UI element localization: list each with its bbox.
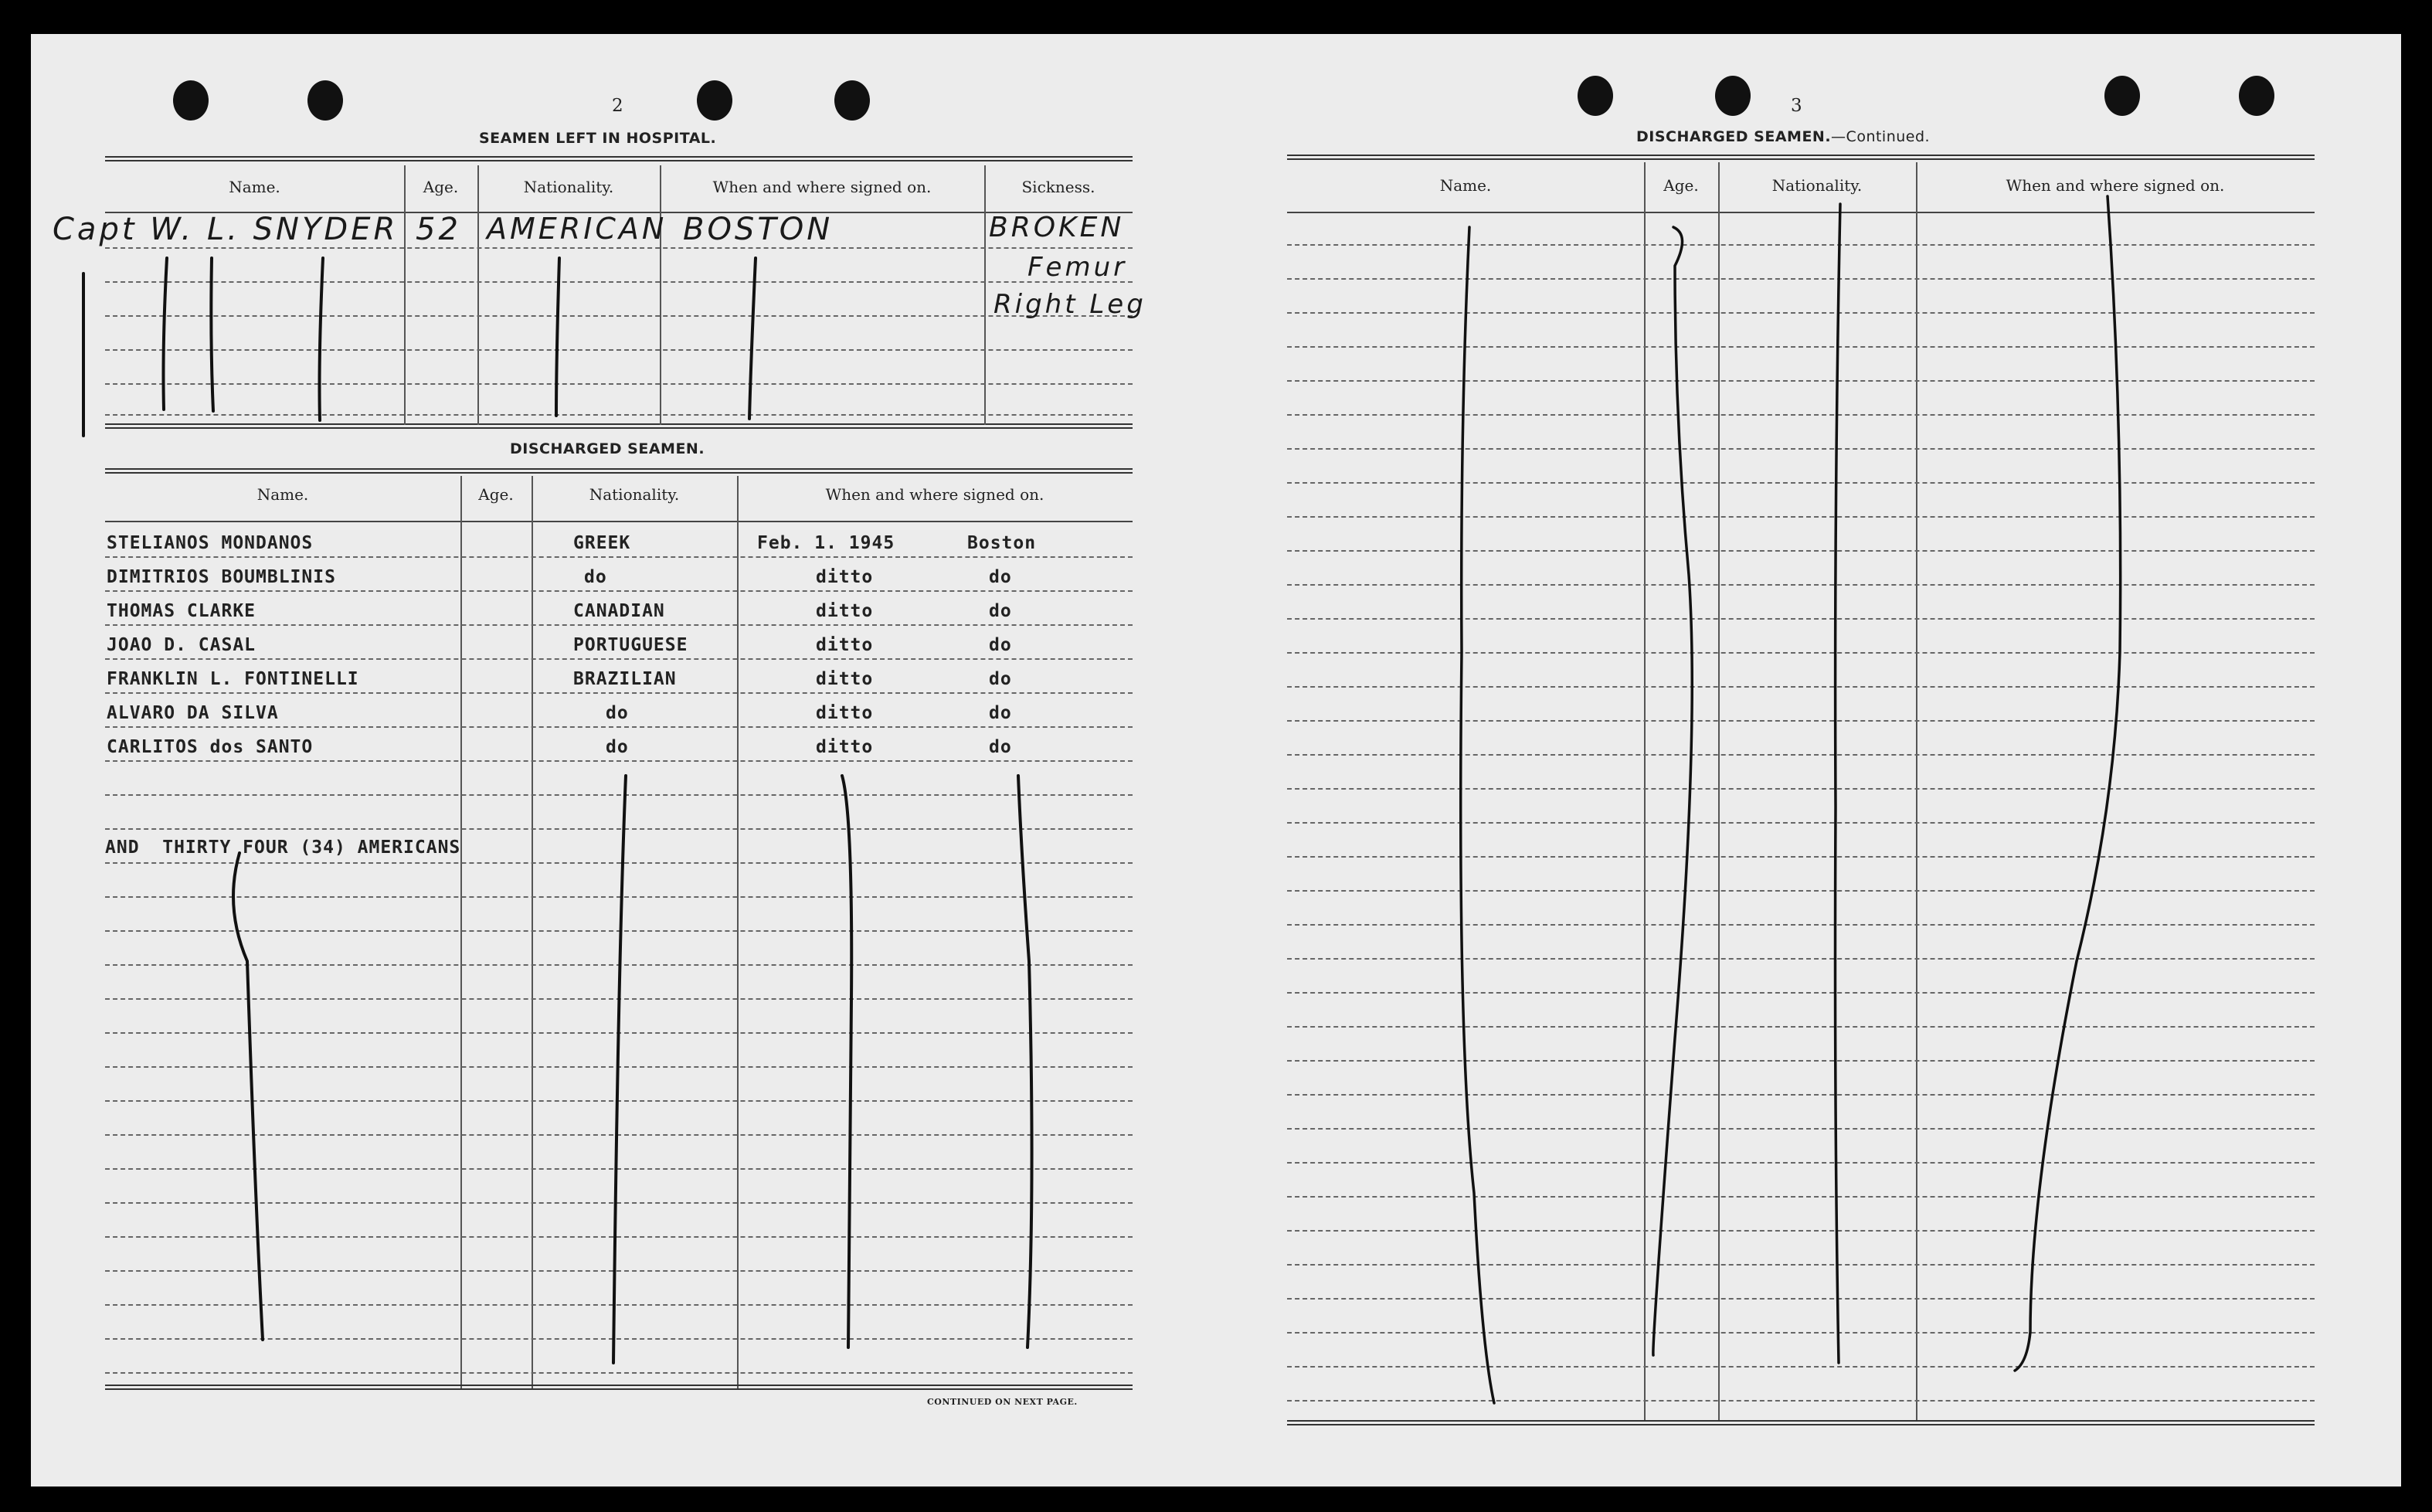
summary-line: AND THIRTY FOUR (34) AMERICANS — [105, 838, 461, 858]
seaman-nationality: do — [606, 703, 629, 723]
seaman-signed-where: do — [989, 703, 1012, 723]
column-header: Name. — [256, 485, 309, 504]
column-header: Name. — [229, 178, 280, 196]
seaman-nationality: CANADIAN — [573, 601, 665, 621]
hospital-section-title: SEAMEN LEFT IN HOSPITAL. — [479, 130, 717, 147]
seaman-name: FRANKLIN L. FONTINELLI — [107, 669, 359, 689]
ditto-stroke — [1018, 776, 1032, 1347]
seaman-signed-where: Boston — [967, 533, 1037, 553]
ditto-stroke — [749, 258, 756, 419]
column-header: Age. — [478, 485, 514, 504]
ditto-stroke — [320, 258, 324, 420]
handwritten-strokes — [31, 34, 1211, 1487]
ditto-stroke — [556, 258, 559, 416]
hospital-signed-on: BOSTON — [683, 212, 834, 247]
ditto-stroke — [164, 258, 168, 409]
sickness-line: Right Leg — [994, 289, 1146, 320]
seaman-signed-where: do — [989, 669, 1012, 689]
ditto-stroke — [233, 853, 263, 1340]
seaman-nationality: PORTUGUESE — [573, 635, 688, 655]
column-header: Sickness. — [1021, 178, 1095, 196]
seaman-signed-where: do — [989, 567, 1012, 587]
seaman-name: THOMAS CLARKE — [107, 601, 256, 621]
seaman-signed-when: ditto — [816, 669, 874, 689]
column-header: When and where signed on. — [2006, 176, 2225, 195]
seaman-signed-where: do — [989, 635, 1012, 655]
column-header: When and where signed on. — [712, 178, 932, 196]
column-header: Nationality. — [1771, 176, 1863, 195]
seaman-nationality: GREEK — [573, 533, 631, 553]
ditto-stroke — [613, 776, 626, 1363]
ditto-stroke — [842, 776, 851, 1347]
seaman-name: CARLITOS dos SANTO — [107, 737, 314, 757]
seaman-signed-when: ditto — [816, 737, 874, 757]
discharged-section-title: DISCHARGED SEAMEN. — [510, 440, 705, 457]
seaman-signed-when: ditto — [816, 601, 874, 621]
seaman-signed-where: do — [989, 737, 1012, 757]
seaman-name: JOAO D. CASAL — [107, 635, 256, 655]
seaman-signed-where: do — [989, 601, 1012, 621]
left-page — [31, 34, 1211, 1487]
seaman-name: DIMITRIOS BOUMBLINIS — [107, 567, 336, 587]
seaman-name: STELIANOS MONDANOS — [107, 533, 314, 553]
right-page — [1211, 34, 2401, 1487]
ditto-stroke — [2015, 196, 2121, 1371]
seaman-nationality: do — [584, 567, 607, 587]
seaman-nationality: BRAZILIAN — [573, 669, 677, 689]
page-number: 3 — [1791, 96, 1802, 116]
ditto-stroke — [1653, 227, 1692, 1355]
column-header: Name. — [1439, 176, 1492, 195]
page-number: 2 — [612, 96, 623, 116]
ditto-stroke — [211, 258, 213, 411]
ditto-stroke — [1836, 204, 1841, 1363]
hospital-age: 52 — [416, 212, 461, 247]
title-text: DISCHARGED SEAMEN. — [1636, 128, 1832, 145]
column-header: Nationality. — [523, 178, 614, 196]
hospital-nationality: AMERICAN — [487, 212, 667, 246]
footer-note: CONTINUED ON NEXT PAGE. — [927, 1397, 1078, 1407]
title-suffix: —Continued. — [1831, 128, 1931, 145]
sickness-line: BROKEN — [989, 212, 1125, 243]
column-header: Nationality. — [589, 485, 680, 504]
seaman-signed-when: Feb. 1. 1945 — [757, 533, 895, 553]
column-header: Age. — [423, 178, 459, 196]
handwritten-strokes — [1211, 34, 2401, 1487]
column-header: When and where signed on. — [825, 485, 1044, 504]
seaman-signed-when: ditto — [816, 567, 874, 587]
hospital-name: Capt W. L. SNYDER — [53, 212, 399, 247]
seaman-name: ALVARO DA SILVA — [107, 703, 279, 723]
column-header: Age. — [1663, 176, 1699, 195]
seaman-signed-when: ditto — [816, 703, 874, 723]
ditto-stroke — [1461, 227, 1494, 1403]
sickness-line: Femur — [1027, 252, 1128, 283]
seaman-nationality: do — [606, 737, 629, 757]
seaman-signed-when: ditto — [816, 635, 874, 655]
